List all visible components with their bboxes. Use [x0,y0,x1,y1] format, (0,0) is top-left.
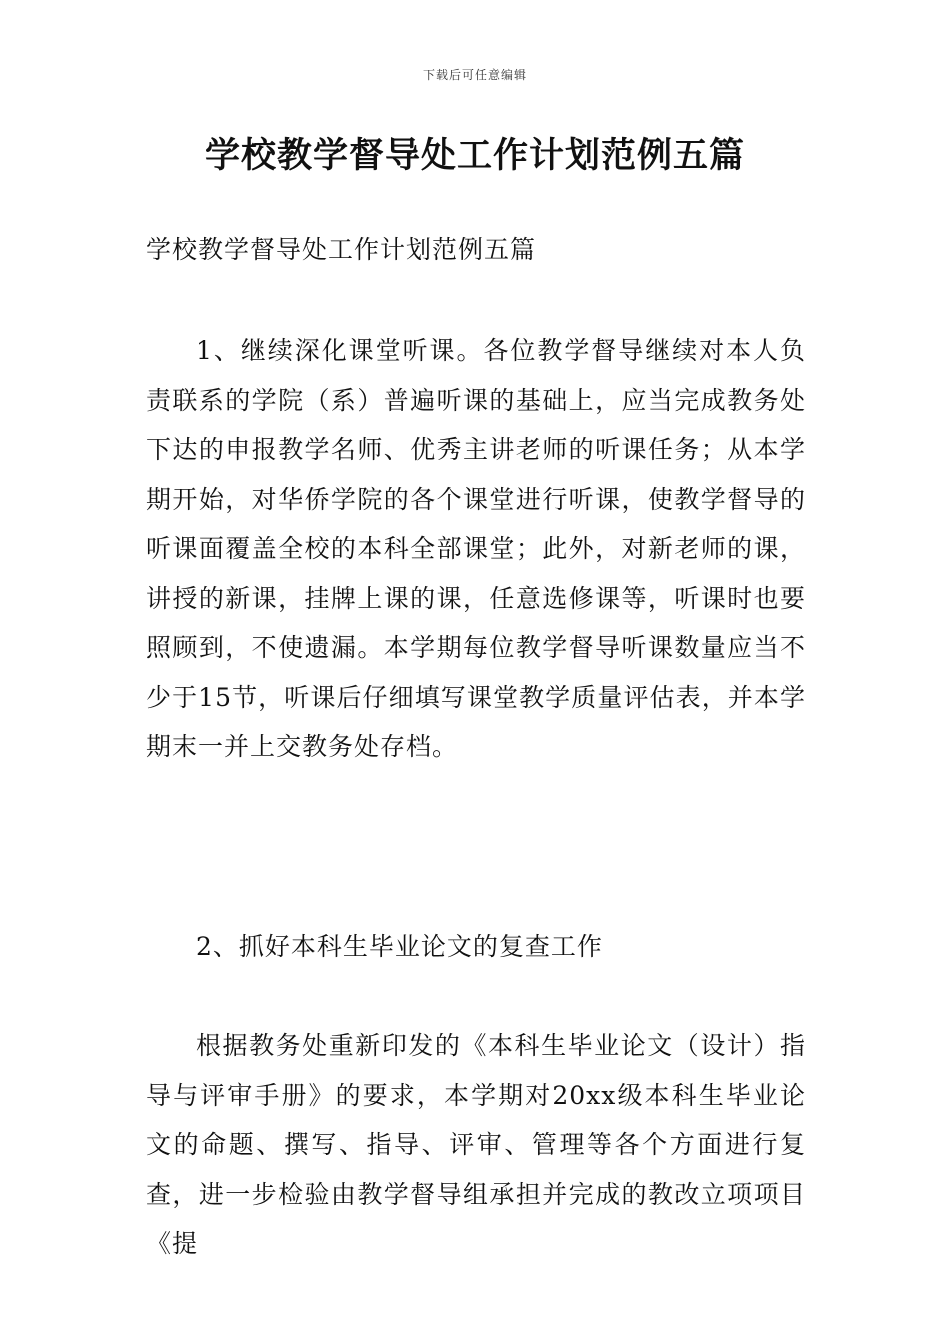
document-title: 学校教学督导处工作计划范例五篇 [204,136,745,176]
document-subtitle: 学校教学督导处工作计划范例五篇 [146,235,537,264]
paragraph-3: 根据教务处重新印发的《本科生毕业论文（设计）指导与评审手册》的要求，本学期对20xx级本科生毕业论文的命题、撰写、指导、评审、管理等各个方面进行复查，进一步检验由教学督导组承担并完成的教改立项项目《提 [146,1031,806,1258]
paragraph-1: 1、继续深化课堂听课。各位教学督导继续对本人负责联系的学院（系）普遍听课的基础上，应当完成教务处下达的申报教学名师、优秀主讲老师的听课任务；从本学期开始，对华侨学院的各个课堂进行听课，使教学督导的听课面覆盖全校的本科全部课堂；此外，对新老师的课，讲授的新课，挂牌上课的课，任意选修课等，听课时也要照顾到，不使遗漏。本学期每位教学督导听课数量应当不少于15节，听课后仔细填写课堂教学质量评估表，并本学期末一并上交教务处存档。 [146,336,806,761]
paragraph-2-heading: 2、抓好本科生毕业论文的复查工作 [196,932,603,961]
header-note: 下载后可任意编辑 [422,68,527,82]
